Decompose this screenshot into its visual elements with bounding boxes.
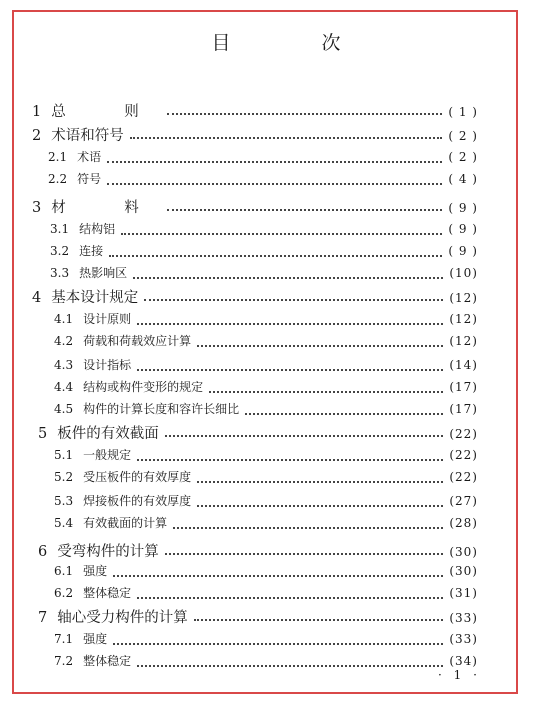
toc-entry-label: 焊接板件的有效厚度	[83, 494, 192, 508]
toc-entry-page: (31)	[449, 586, 478, 600]
toc-entry-number: 1	[32, 104, 42, 120]
toc-entry-label: 结构或构件变形的规定	[83, 380, 204, 394]
toc-entry-number: 4.3	[54, 358, 74, 372]
toc-entry-page: ( 2 )	[448, 129, 478, 143]
toc-entry-number: 6.1	[54, 564, 74, 578]
dot-leader	[144, 299, 443, 301]
dot-leader	[197, 505, 443, 507]
dot-leader	[137, 323, 443, 325]
toc-entry-number: 4.1	[54, 312, 74, 326]
page-number: · 1 ·	[438, 668, 481, 682]
toc-entry-number: 3.1	[50, 222, 70, 236]
toc-entry	[32, 286, 478, 308]
toc-entry-page: (22)	[449, 427, 478, 441]
toc-entry-label: 基本设计规定	[51, 290, 139, 306]
toc-entry	[54, 468, 478, 490]
toc-entry-page: ( 9 )	[448, 201, 478, 215]
toc-title: 目 次	[211, 32, 377, 54]
toc-entry	[32, 124, 478, 146]
toc-entry-page: (30)	[449, 564, 478, 578]
toc-entry-page: ( 4 )	[448, 172, 478, 186]
dot-leader	[197, 481, 443, 483]
toc-entry-number: 4.5	[54, 402, 74, 416]
toc-entry	[54, 652, 478, 674]
toc-entry-number: 4	[32, 290, 42, 306]
toc-entry-number: 7	[38, 610, 48, 626]
toc-entry-page: (12)	[449, 312, 478, 326]
toc-entry	[38, 540, 478, 562]
dot-leader	[121, 233, 442, 235]
toc-entry-page: (22)	[449, 470, 478, 484]
toc-entry	[54, 446, 478, 468]
toc-entry-number: 7.2	[54, 654, 74, 668]
dot-leader	[245, 413, 443, 415]
toc-entry-label: 连接	[79, 244, 104, 258]
dot-leader	[137, 369, 443, 371]
toc-entry-page: (12)	[449, 334, 478, 348]
toc-entry-number: 2.2	[48, 172, 68, 186]
dot-leader	[167, 209, 443, 211]
dot-leader	[130, 137, 443, 139]
toc-entry-page: (27)	[449, 494, 478, 508]
toc-entry	[54, 332, 478, 354]
dot-leader	[113, 575, 443, 577]
dot-leader	[165, 553, 444, 555]
toc-entry-number: 3.3	[50, 266, 70, 280]
toc-entry-number: 2	[32, 128, 42, 144]
toc-entry	[48, 148, 478, 170]
dot-leader	[107, 161, 442, 163]
dot-leader	[137, 665, 443, 667]
toc-entry-number: 2.1	[48, 150, 68, 164]
dot-leader	[107, 183, 442, 185]
toc-entry-page: (12)	[449, 291, 478, 305]
dot-leader	[209, 391, 443, 393]
toc-entry	[38, 422, 478, 444]
dot-leader	[113, 643, 443, 645]
toc-entry-label: 构件的计算长度和容许长细比	[83, 402, 240, 416]
toc-entry-label: 有效截面的计算	[83, 516, 168, 530]
toc-entry	[54, 378, 478, 400]
toc-entry-label: 设计指标	[83, 358, 132, 372]
toc-entry-page: ( 2 )	[448, 150, 478, 164]
toc-entry-number: 4.2	[54, 334, 74, 348]
toc-entry-number: 3	[32, 200, 42, 216]
dot-leader	[109, 255, 442, 257]
dot-leader	[194, 619, 444, 621]
toc-entry-label: 轴心受力构件的计算	[57, 610, 188, 626]
toc-entry-number: 7.1	[54, 632, 74, 646]
toc-entry	[54, 356, 478, 378]
toc-entry-label: 设计原则	[83, 312, 132, 326]
toc-entry-label: 材 料	[51, 200, 161, 216]
toc-entry-label: 术语	[77, 150, 102, 164]
toc-entry	[54, 562, 478, 584]
toc-entry-number: 5.4	[54, 516, 74, 530]
toc-entry-page: (14)	[449, 358, 478, 372]
toc-entry-number: 5	[38, 426, 48, 442]
toc-entry	[54, 584, 478, 606]
toc-entry-page: (34)	[449, 654, 478, 668]
toc-entry-label: 整体稳定	[83, 654, 132, 668]
dot-leader	[165, 435, 444, 437]
toc-entry-label: 板件的有效截面	[57, 426, 159, 442]
toc-entry	[54, 492, 478, 514]
toc-entry-page: ( 9 )	[448, 222, 478, 236]
toc-entry-label: 整体稳定	[83, 586, 132, 600]
toc-entry-number: 3.2	[50, 244, 70, 258]
toc-entry-page: (17)	[449, 402, 478, 416]
toc-entry	[54, 400, 478, 422]
dot-leader	[133, 277, 443, 279]
toc-entry-label: 术语和符号	[51, 128, 124, 144]
toc-entry-label: 强度	[83, 564, 108, 578]
dot-leader	[173, 527, 443, 529]
toc-entry-number: 6	[38, 544, 48, 560]
toc-entry-page: (17)	[449, 380, 478, 394]
toc-entry-number: 5.3	[54, 494, 74, 508]
dot-leader	[167, 113, 443, 115]
toc-entry	[32, 100, 478, 122]
toc-entry-page: (33)	[449, 632, 478, 646]
toc-entry-page: (10)	[449, 266, 478, 280]
toc-entry-label: 热影响区	[79, 266, 128, 280]
toc-entry-label: 受压板件的有效厚度	[83, 470, 192, 484]
toc-entry-page: (33)	[449, 611, 478, 625]
toc-entry	[54, 514, 478, 536]
toc-entry	[32, 196, 478, 218]
toc-entry-number: 5.1	[54, 448, 74, 462]
toc-entry	[54, 310, 478, 332]
toc-entry-page: (28)	[449, 516, 478, 530]
toc-entry-number: 5.2	[54, 470, 74, 484]
toc-entry-label: 受弯构件的计算	[57, 544, 159, 560]
toc-entry-page: (22)	[449, 448, 478, 462]
toc-entry-page: ( 1 )	[448, 105, 478, 119]
dot-leader	[197, 345, 443, 347]
toc-entry-label: 一般规定	[83, 448, 132, 462]
toc-entry-label: 结构铝	[79, 222, 116, 236]
toc-entry-label: 荷载和荷载效应计算	[83, 334, 192, 348]
dot-leader	[137, 597, 443, 599]
toc-entry	[50, 264, 478, 286]
toc-entry-page: ( 9 )	[448, 244, 478, 258]
dot-leader	[137, 459, 443, 461]
toc-entry-page: (30)	[449, 545, 478, 559]
toc-entry	[50, 242, 478, 264]
toc-entry-label: 符号	[77, 172, 102, 186]
toc-entry	[54, 630, 478, 652]
toc-entry	[50, 220, 478, 242]
toc-entry-label: 强度	[83, 632, 108, 646]
toc-entry-label: 总 则	[51, 104, 161, 120]
toc-entry-number: 4.4	[54, 380, 74, 394]
toc-entry	[48, 170, 478, 192]
toc-entry-number: 6.2	[54, 586, 74, 600]
toc-entry	[38, 606, 478, 628]
